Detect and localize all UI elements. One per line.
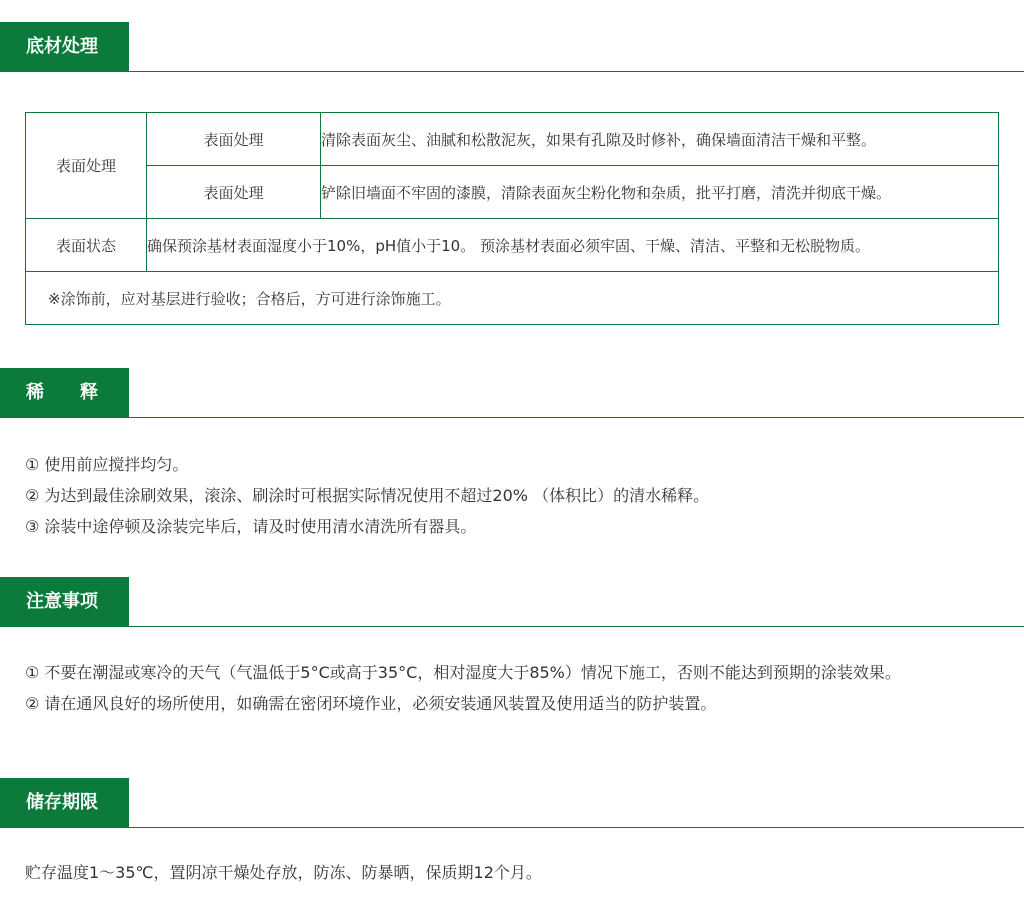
table-row — [26, 166, 999, 219]
table-cell-description: 铲除旧墙面不牢固的漆膜，清除表面灰尘粉化物和杂质，批平打磨，清洗并彻底干燥。 — [321, 166, 999, 219]
section-title: 储存期限 — [0, 778, 129, 828]
section-header-substrate — [0, 22, 1024, 72]
table-cell-group-label: 表面处理 — [26, 113, 147, 219]
notes-list — [25, 657, 1000, 719]
table-cell-note: ※涂饰前，应对基层进行验收；合格后，方可进行涂饰施工。 — [26, 272, 999, 325]
table-row — [26, 219, 999, 272]
list-item: ① 使用前应搅拌均匀。 — [25, 455, 189, 474]
section-divider — [129, 626, 1024, 627]
table-cell-description: 清除表面灰尘、油腻和松散泥灰，如果有孔隙及时修补，确保墙面清洁干燥和平整。 — [321, 113, 999, 166]
table-row — [26, 113, 999, 166]
section-divider — [129, 417, 1024, 418]
section-header-notes — [0, 577, 1024, 627]
table-cell-sub-label: 表面处理 — [147, 166, 321, 219]
table-row — [26, 272, 999, 325]
section-title: 稀 释 — [0, 368, 129, 418]
dilution-list — [25, 449, 709, 542]
list-item: ② 为达到最佳涂刷效果，滚涂、刷涂时可根据实际情况使用不超过20% （体积比）的清水稀释。 — [25, 486, 710, 505]
section-divider — [129, 827, 1024, 828]
section-header-storage — [0, 778, 1024, 828]
section-divider — [129, 71, 1024, 72]
section-title: 注意事项 — [0, 577, 129, 627]
list-item: ② 请在通风良好的场所使用，如确需在密闭环境作业，必须安装通风装置及使用适当的防护装置。 — [25, 694, 717, 713]
storage-text: 贮存温度1～35℃，置阴凉干燥处存放，防冻、防暴晒，保质期12个月。 — [25, 863, 542, 882]
section-header-dilution — [0, 368, 1024, 418]
table-cell-sub-label: 表面处理 — [147, 113, 321, 166]
table-cell-group-label: 表面状态 — [26, 219, 147, 272]
list-item: ③ 涂装中途停顿及涂装完毕后，请及时使用清水清洗所有器具。 — [25, 517, 477, 536]
list-item: ① 不要在潮湿或寒冷的天气（气温低于5°C或高于35°C，相对湿度大于85%）情况下施工，否则不能达到预期的涂装效果。 — [25, 663, 901, 682]
table-cell-description: 确保预涂基材表面湿度小于10%，pH值小于10。 预涂基材表面必须牢固、干燥、清洁、平整和无松脱物质。 — [147, 219, 999, 272]
substrate-table — [25, 112, 999, 325]
section-title: 底材处理 — [0, 22, 129, 72]
